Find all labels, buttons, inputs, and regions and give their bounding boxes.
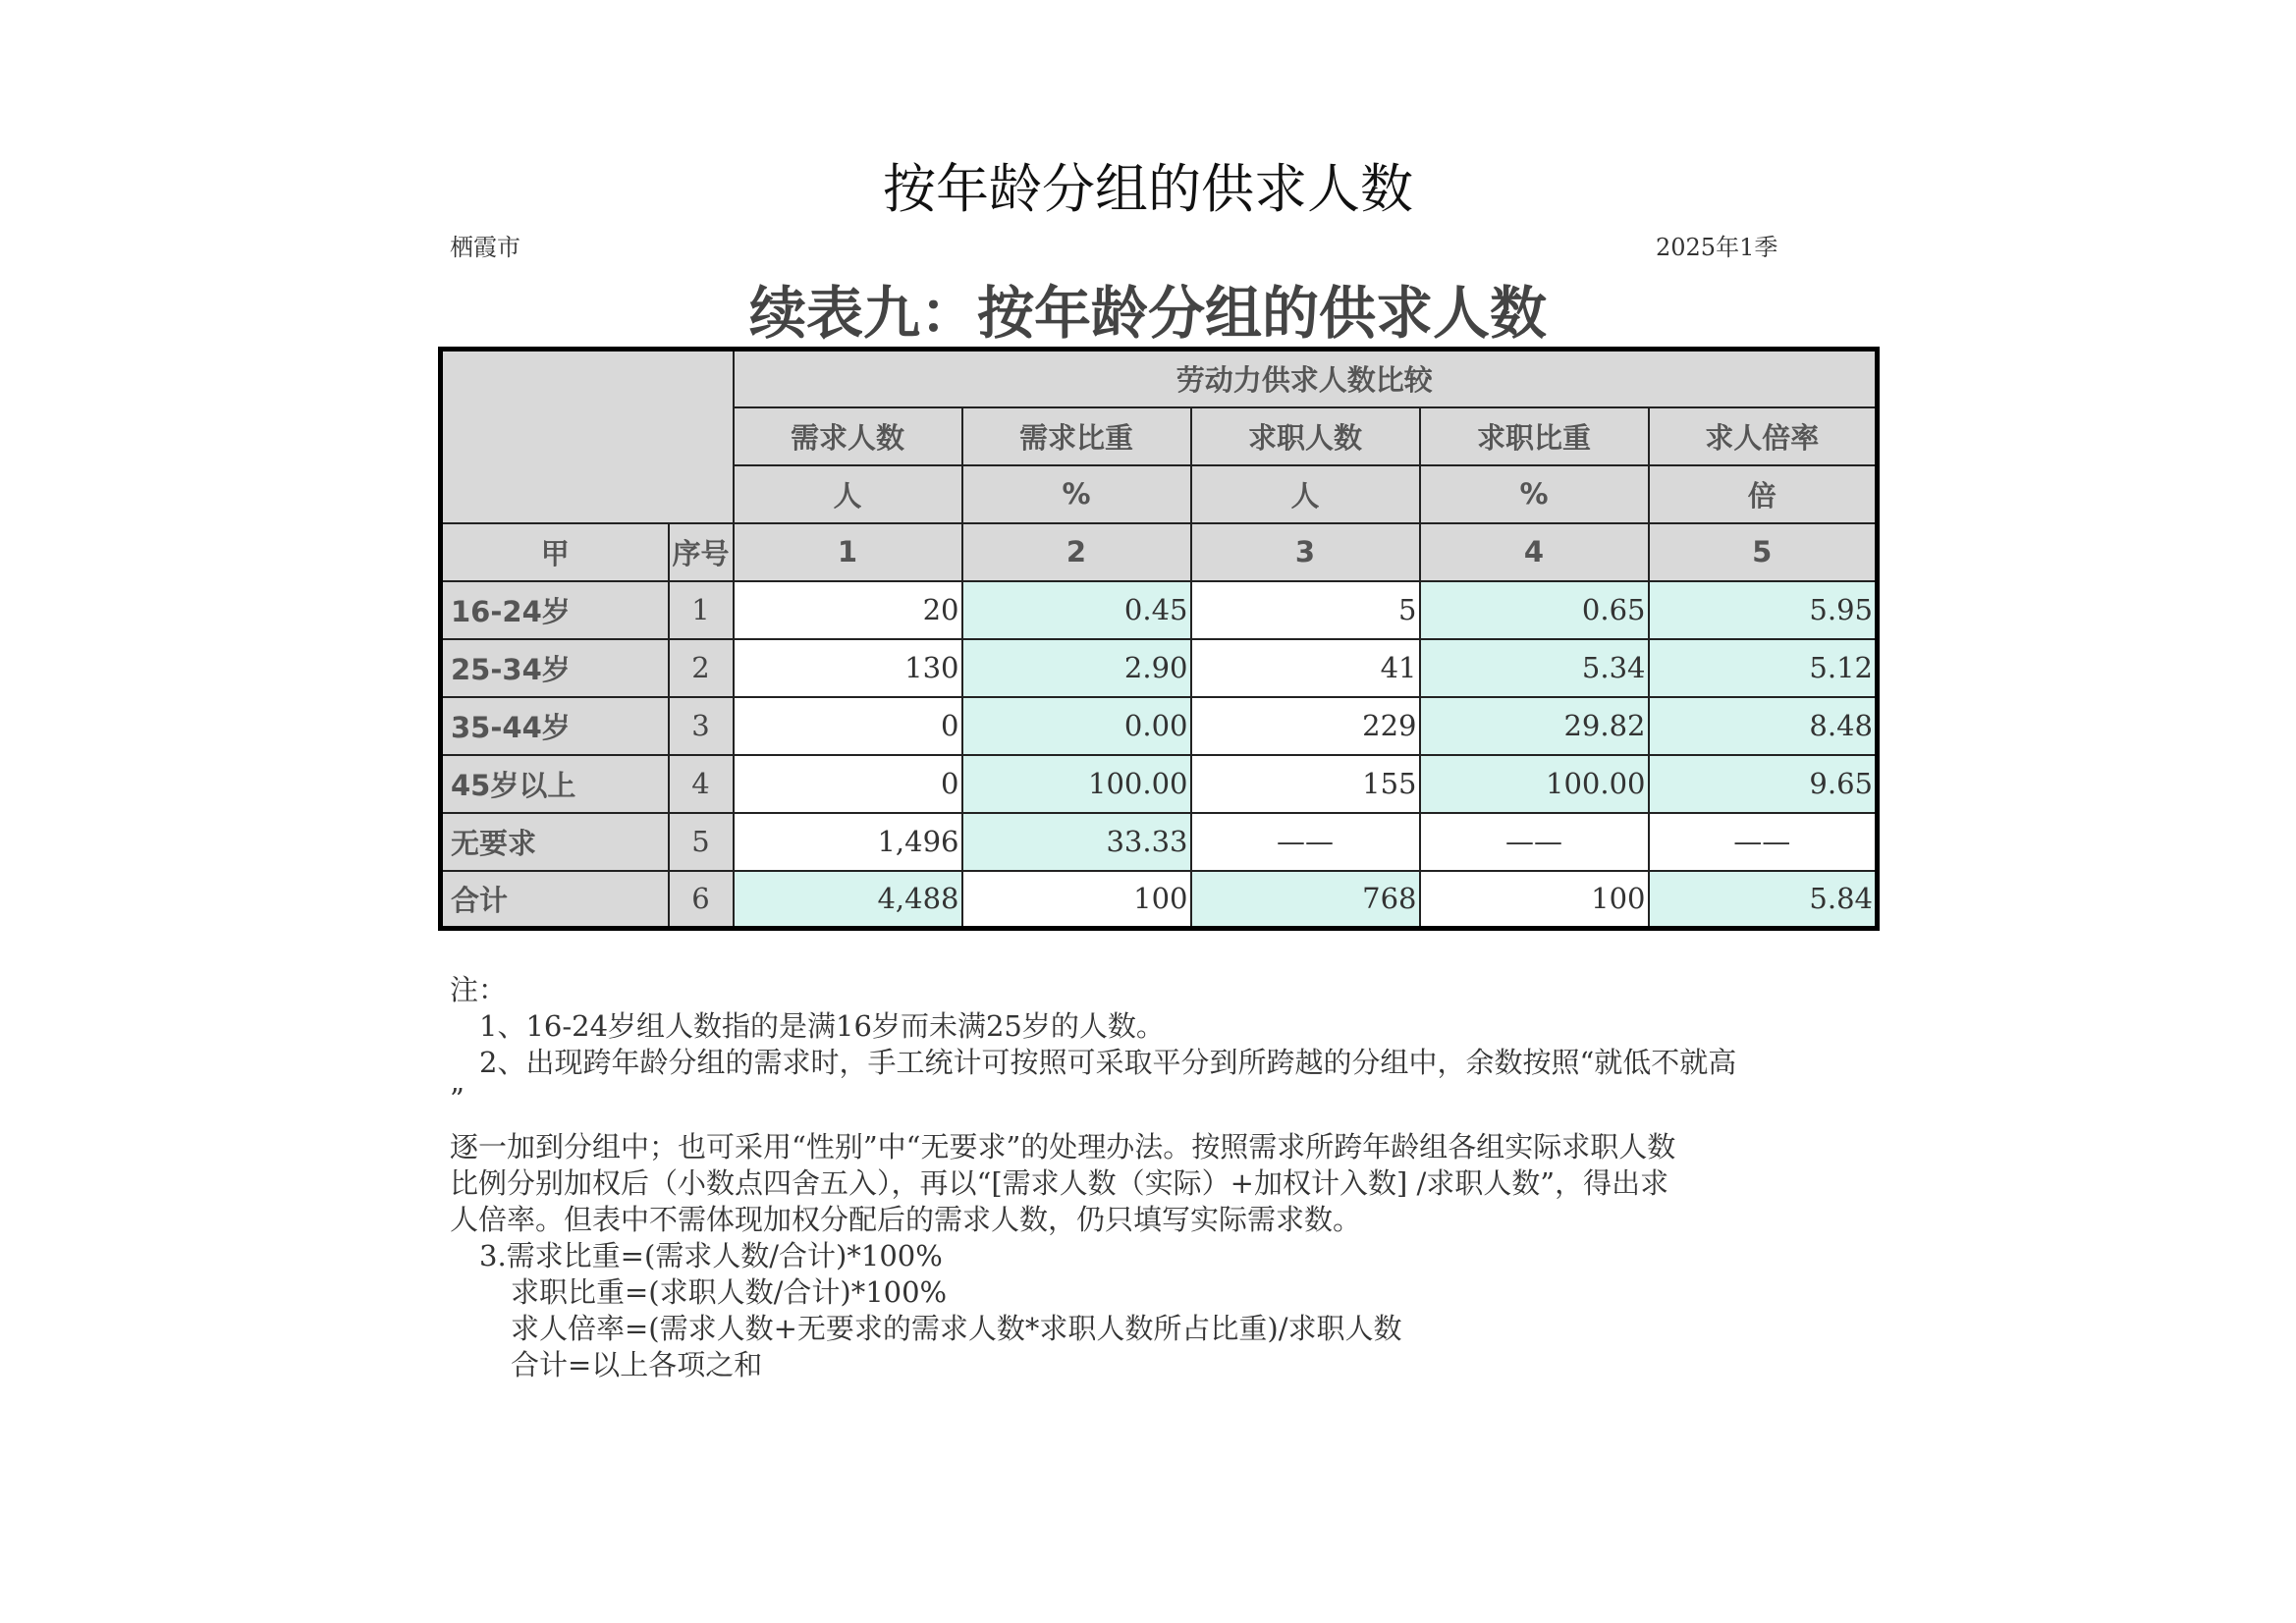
cell-demand-share: 100.00 bbox=[962, 755, 1191, 813]
table-subtitle: 续表九：按年龄分组的供求人数 bbox=[748, 280, 1547, 347]
notes-section bbox=[450, 972, 1864, 1383]
row-label: 合计 bbox=[441, 871, 669, 929]
cell-demand: 20 bbox=[734, 581, 962, 639]
cell-demand-share: 33.33 bbox=[962, 813, 1191, 871]
cell-demand-share: 100 bbox=[962, 871, 1191, 929]
row-seq: 1 bbox=[669, 581, 734, 639]
corner-cell bbox=[441, 350, 734, 523]
cell-ratio: 9.65 bbox=[1649, 755, 1878, 813]
row-seq: 2 bbox=[669, 639, 734, 697]
page-title: 按年龄分组的供求人数 bbox=[883, 158, 1413, 220]
cell-demand: 0 bbox=[734, 755, 962, 813]
note-line: 逐一加到分组中；也可采用“性别”中“无要求”的处理办法。按照需求所跨年龄组各组实际求职人数 bbox=[450, 1130, 1676, 1163]
cell-ratio: 5.84 bbox=[1649, 871, 1878, 929]
row-seq: 4 bbox=[669, 755, 734, 813]
cell-demand: 130 bbox=[734, 639, 962, 697]
table-row bbox=[441, 755, 1878, 813]
note-line: 比例分别加权后（小数点四舍五入），再以“[需求人数（实际）+加权计入数] /求职人数”，得出求 bbox=[450, 1166, 1669, 1200]
cell-jobseekers: 768 bbox=[1191, 871, 1420, 929]
row-seq: 6 bbox=[669, 871, 734, 929]
cell-jobseekers: —— bbox=[1191, 813, 1420, 871]
cell-jobseeker-share: 29.82 bbox=[1420, 697, 1649, 755]
row-label: 无要求 bbox=[441, 813, 669, 871]
cell-jobseeker-share: 100.00 bbox=[1420, 755, 1649, 813]
row-seq: 5 bbox=[669, 813, 734, 871]
table-row bbox=[441, 871, 1878, 929]
notes-heading: 注： bbox=[450, 973, 508, 1006]
row-label: 45岁以上 bbox=[441, 755, 669, 813]
cell-jobseekers: 229 bbox=[1191, 697, 1420, 755]
cell-jobseeker-share: —— bbox=[1420, 813, 1649, 871]
cell-ratio: 5.95 bbox=[1649, 581, 1878, 639]
unit-cell: 人 bbox=[734, 465, 962, 523]
cell-demand-share: 2.90 bbox=[962, 639, 1191, 697]
cell-jobseeker-share: 0.65 bbox=[1420, 581, 1649, 639]
cell-demand: 1,496 bbox=[734, 813, 962, 871]
cell-ratio: —— bbox=[1649, 813, 1878, 871]
row-label: 16-24岁 bbox=[441, 581, 669, 639]
cell-jobseeker-share: 5.34 bbox=[1420, 639, 1649, 697]
note-line: 人倍率。但表中不需体现加权分配后的需求人数，仍只填写实际需求数。 bbox=[450, 1203, 1362, 1236]
note-line: 求人倍率=(需求人数+无要求的需求人数*求职人数所占比重)/求职人数 bbox=[511, 1312, 1402, 1345]
cell-demand: 0 bbox=[734, 697, 962, 755]
col-number: 1 bbox=[734, 523, 962, 581]
supply-demand-table bbox=[438, 347, 1880, 931]
cell-ratio: 5.12 bbox=[1649, 639, 1878, 697]
note-line: 求职比重=(求职人数/合计)*100% bbox=[511, 1275, 948, 1309]
table-row bbox=[441, 581, 1878, 639]
cell-jobseeker-share: 100 bbox=[1420, 871, 1649, 929]
cell-demand: 4,488 bbox=[734, 871, 962, 929]
seq-col-header: 序号 bbox=[669, 523, 734, 581]
label-col-header: 甲 bbox=[441, 523, 669, 581]
col-header-jobseekers: 求职人数 bbox=[1191, 407, 1420, 465]
table-row bbox=[441, 813, 1878, 871]
unit-cell: % bbox=[1420, 465, 1649, 523]
col-header-demand: 需求人数 bbox=[734, 407, 962, 465]
period-label: 2025年1季 bbox=[1656, 234, 1778, 261]
note-line: 2、出现跨年龄分组的需求时，手工统计可按照可采取平分到所跨越的分组中，余数按照“就低不就高 bbox=[479, 1046, 1737, 1079]
table-row bbox=[441, 697, 1878, 755]
col-header-ratio: 求人倍率 bbox=[1649, 407, 1878, 465]
cell-demand-share: 0.45 bbox=[962, 581, 1191, 639]
note-line: 合计=以上各项之和 bbox=[511, 1348, 763, 1381]
note-line: 3.需求比重=(需求人数/合计)*100% bbox=[479, 1239, 943, 1272]
unit-cell: % bbox=[962, 465, 1191, 523]
cell-jobseekers: 155 bbox=[1191, 755, 1420, 813]
table-row bbox=[441, 639, 1878, 697]
cell-demand-share: 0.00 bbox=[962, 697, 1191, 755]
note-line: ” bbox=[450, 1082, 465, 1115]
col-header-demand-share: 需求比重 bbox=[962, 407, 1191, 465]
row-label: 35-44岁 bbox=[441, 697, 669, 755]
col-number: 2 bbox=[962, 523, 1191, 581]
row-label: 25-34岁 bbox=[441, 639, 669, 697]
col-number: 3 bbox=[1191, 523, 1420, 581]
cell-jobseekers: 41 bbox=[1191, 639, 1420, 697]
note-line: 1、16-24岁组人数指的是满16岁而未满25岁的人数。 bbox=[479, 1009, 1165, 1043]
col-number: 5 bbox=[1649, 523, 1878, 581]
unit-cell: 倍 bbox=[1649, 465, 1878, 523]
group-header: 劳动力供求人数比较 bbox=[734, 350, 1878, 407]
unit-cell: 人 bbox=[1191, 465, 1420, 523]
cell-jobseekers: 5 bbox=[1191, 581, 1420, 639]
row-seq: 3 bbox=[669, 697, 734, 755]
cell-ratio: 8.48 bbox=[1649, 697, 1878, 755]
col-header-jobseeker-share: 求职比重 bbox=[1420, 407, 1649, 465]
region-label: 栖霞市 bbox=[450, 234, 520, 261]
col-number: 4 bbox=[1420, 523, 1649, 581]
